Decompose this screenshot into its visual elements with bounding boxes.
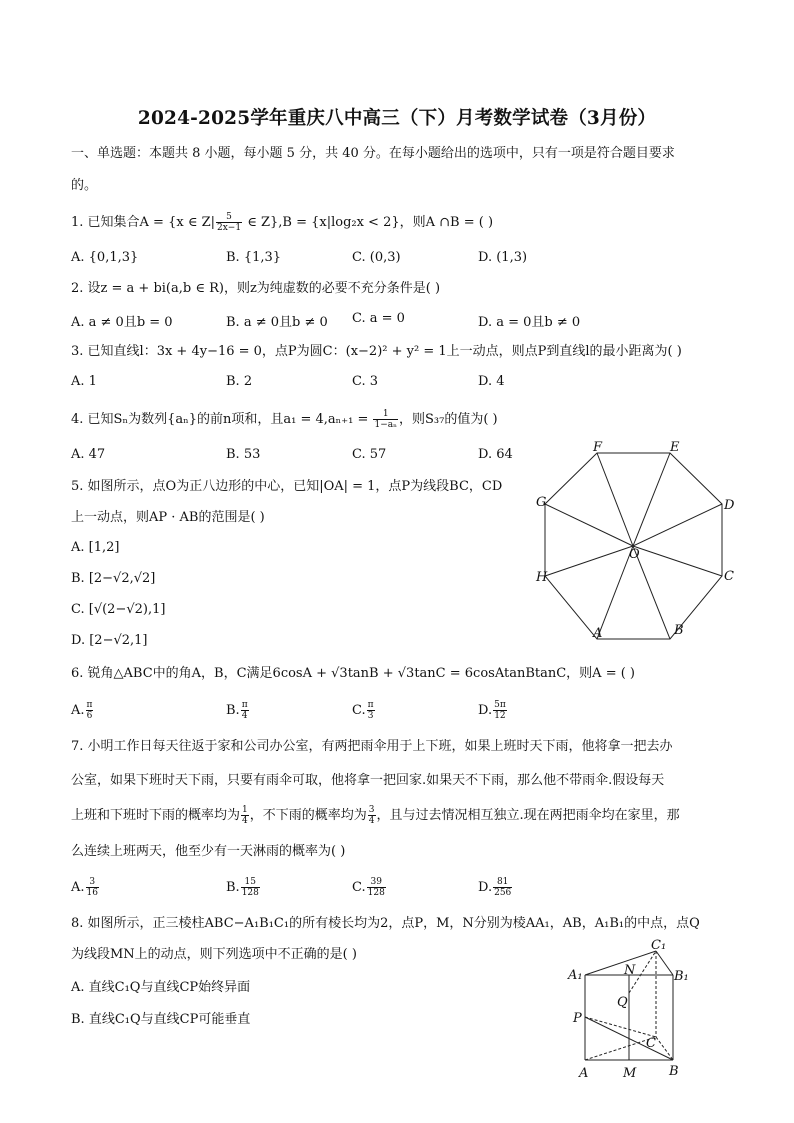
- octagon-label-d: D: [724, 498, 735, 513]
- octagon-label-a: A: [593, 626, 603, 640]
- q4-option-b[interactable]: B. 53: [226, 447, 261, 462]
- question-6-stem: 6. 锐角△ABC中的角A，B，C满足6cosA + √3tanB + √3tanC = 6cosAtanBtanC，则A = ( ): [71, 666, 635, 681]
- prism-label-c1: C₁: [651, 938, 667, 953]
- octagon-label-f: F: [593, 440, 603, 455]
- prism-label-p: P: [573, 1011, 582, 1026]
- q1-option-b[interactable]: B. {1,3}: [226, 250, 282, 265]
- prism-label-b1: B₁: [674, 969, 689, 984]
- question-8-stem-line1: 8. 如图所示，正三棱柱ABC−A₁B₁C₁的所有棱长均为2，点P，M，N分别为棱AA₁，AB，A₁B₁的中点，点Q: [71, 916, 700, 931]
- prism-figure: [560, 935, 700, 1085]
- prism-label-b: B: [669, 1064, 679, 1079]
- prism-label-c: C: [646, 1036, 656, 1051]
- q3-option-d[interactable]: D. 4: [478, 374, 505, 389]
- q2-option-b[interactable]: B. a ≠ 0且b ≠ 0: [226, 315, 328, 330]
- q2-option-a[interactable]: A. a ≠ 0且b = 0: [71, 315, 173, 330]
- octagon-label-c: C: [724, 569, 734, 584]
- q5-option-b[interactable]: B. [2−√2,√2]: [71, 571, 156, 586]
- fraction: $\frac{1}{\text{1−aₙ}}$: [374, 409, 398, 430]
- octagon-label-g: G: [536, 495, 547, 510]
- q5-option-c[interactable]: C. [√(2−√2),1]: [71, 602, 166, 617]
- prism-label-q: Q: [617, 995, 628, 1010]
- fraction: $\frac{5}{2x-1}$: [216, 212, 242, 233]
- q6-option-d[interactable]: D. $\frac{5\pi}{12}$: [478, 700, 506, 721]
- prism-label-n: N: [624, 963, 636, 978]
- fraction: $\frac{1}{4}$: [242, 805, 248, 826]
- prism-label-m: M: [623, 1066, 637, 1081]
- question-1-stem: 1. 已知集合A = {x ∈ Z| $\frac{5}{2x-1}$ ∈ Z},B = {x|log₂x < 2}，则A ∩B = ( ): [71, 212, 494, 233]
- question-8-stem-line2: 为线段MN上的动点，则下列选项中不正确的是( ): [71, 947, 357, 962]
- q8-option-a[interactable]: A. 直线C₁Q与直线CP始终异面: [71, 980, 251, 995]
- fraction: $\frac{3}{4}$: [368, 805, 375, 826]
- question-5-stem: 5. 如图所示，点O为正八边形的中心，已知|OA| = 1，点P为线段BC，CD: [71, 479, 503, 494]
- q6-option-c[interactable]: C. $\frac{\pi}{3}$: [352, 700, 374, 721]
- q7-option-a[interactable]: A. $\frac{3}{16}$: [71, 877, 98, 898]
- q6-option-a[interactable]: A. $\frac{\pi}{6}$: [71, 700, 93, 721]
- question-7-stem-line1: 7. 小明工作日每天往返于家和公司办公室，有两把雨伞用于上下班，如果上班时天下雨，他将拿一把去办: [71, 739, 673, 754]
- question-7-stem-line2: 公室，如果下班时天下雨，只要有雨伞可取，他将拿一把回家.如果天不下雨，那么他不带雨伞.假设每天: [71, 773, 665, 788]
- q3-option-c[interactable]: C. 3: [352, 374, 379, 389]
- q3-option-a[interactable]: A. 1: [71, 374, 97, 389]
- q2-option-d[interactable]: D. a = 0且b ≠ 0: [478, 315, 581, 330]
- q1-option-d[interactable]: D. (1,3): [478, 250, 528, 265]
- q6-option-b[interactable]: B. $\frac{\pi}{4}$: [226, 700, 248, 721]
- question-7-stem-line3: 上班和下班时下雨的概率均为 $\frac{1}{4}$ ，不下雨的概率均为 $\frac{3}{4}$ ，且与过去情况相互独立.现在两把雨伞均在家里，那: [71, 805, 680, 826]
- section-heading: 一、单选题：本题共 8 小题，每小题 5 分，共 40 分。在每小题给出的选项中，只有一项是符合题目要求: [71, 146, 675, 161]
- question-2-stem: 2. 设z = a + bi(a,b ∈ R)，则z为纯虚数的必要不充分条件是( ): [71, 281, 441, 296]
- q5-option-a[interactable]: A. [1,2]: [71, 540, 120, 555]
- octagon-label-b: B: [674, 623, 684, 638]
- q3-option-b[interactable]: B. 2: [226, 374, 253, 389]
- q7-option-b[interactable]: B. $\frac{15}{128}$: [226, 877, 259, 898]
- q4-option-c[interactable]: C. 57: [352, 447, 387, 462]
- question-5-stem-cont: 上一动点，则AP · AB的范围是( ): [71, 510, 265, 525]
- question-4-stem: 4. 已知Sₙ为数列{aₙ}的前n项和，且a₁ = 4,aₙ₊₁ = $\frac{1}{\text{1−aₙ}}$ ，则S₃₇的值为( ): [71, 409, 498, 430]
- octagon-label-o: O: [629, 547, 640, 562]
- q4-option-a[interactable]: A. 47: [71, 447, 106, 462]
- q5-option-d[interactable]: D. [2−√2,1]: [71, 633, 148, 648]
- q1-option-c[interactable]: C. (0,3): [352, 250, 401, 265]
- question-7-stem-line4: 么连续上班两天，他至少有一天淋雨的概率为( ): [71, 844, 346, 859]
- section-heading-cont: 的。: [71, 178, 98, 193]
- q7-option-c[interactable]: C. $\frac{39}{128}$: [352, 877, 385, 898]
- octagon-figure: [530, 440, 740, 640]
- q4-option-d[interactable]: D. 64: [478, 447, 513, 462]
- prism-label-a1: A₁: [568, 968, 583, 983]
- octagon-label-h: H: [536, 570, 548, 585]
- prism-label-a: A: [579, 1066, 589, 1081]
- octagon-label-e: E: [670, 440, 680, 455]
- q7-option-d[interactable]: D. $\frac{81}{256}$: [478, 877, 512, 898]
- q8-option-b[interactable]: B. 直线C₁Q与直线CP可能垂直: [71, 1012, 251, 1027]
- page-title: 2024-2025学年重庆八中高三（下）月考数学试卷（3月份）: [137, 108, 657, 129]
- question-3-stem: 3. 已知直线l：3x + 4y−16 = 0，点P为圆C：(x−2)² + y² = 1上一动点，则点P到直线l的最小距离为( ): [71, 344, 682, 359]
- q1-option-a[interactable]: A. {0,1,3}: [71, 250, 139, 265]
- q2-option-c[interactable]: C. a = 0: [352, 311, 405, 326]
